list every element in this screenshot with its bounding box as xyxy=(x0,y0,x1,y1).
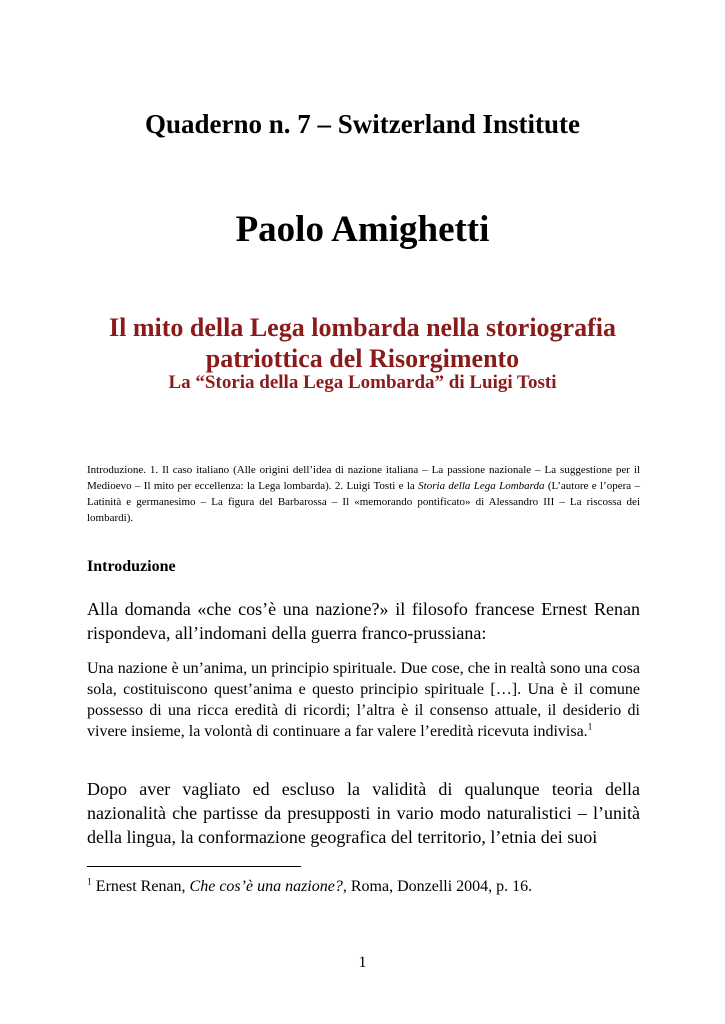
document-subtitle: La “Storia della Lega Lombarda” di Luigi Tosti xyxy=(168,372,557,393)
quote-text: Una nazione è un’anima, un principio spirituale. Due cose, che in realtà sono una cosa sola, costituiscono quest’anima e questo principio spirituale […]. Una è il comune possesso di una ricca eredità di ricordi; l’altra è il consenso attuale, il desiderio di vivere insieme, la volontà di continuare a far valere l’eredità ricevuta indivisa. xyxy=(87,660,640,740)
series-title: Quaderno n. 7 – Switzerland Institute xyxy=(144,109,581,139)
table-of-contents-summary xyxy=(87,462,640,526)
page-number: 1 xyxy=(358,954,367,971)
footnote xyxy=(87,877,640,897)
summary-text-part-2: (L’autore e l’opera – Latinità e germanesimo – La figura del Barbarossa – Il «memorando pontificato» di Alessandro III – La riscossa dei lombardi). xyxy=(87,480,640,524)
footnote-reference[interactable]: 1 xyxy=(587,721,593,733)
body-paragraph-1: Alla domanda «che cos’è una nazione?» il filosofo francese Ernest Renan rispondeva, all’indomani della guerra franco-prussiana: xyxy=(87,599,640,643)
footnote-italic-title: Che cos’è una nazione? xyxy=(189,878,343,895)
body-paragraph-2: Dopo aver vagliato ed escluso la validità di qualunque teoria della nazionalità che partisse da presupposti in vario modo naturalistici – l’unità della lingua, la conformazione geografica del territorio, l’etnia dei suoi xyxy=(87,779,640,847)
title-line-1: Il mito della Lega lombarda nella storiografia xyxy=(109,313,616,342)
footnote-number: 1 xyxy=(87,876,92,888)
author-name: Paolo Amighetti xyxy=(235,209,490,250)
block-quote xyxy=(87,658,640,742)
summary-text-part-1: Introduzione. 1. Il caso italiano (Alle origini dell’idea di nazione italiana – La passione nazionale – La suggestione per il Medioevo – Il mito per eccellenza: la Lega lombarda). 2. Luigi Tosti e la xyxy=(87,464,640,492)
footnote-text-part-2: , Roma, Donzelli 2004, p. 16. xyxy=(342,878,533,895)
summary-italic-title: Storia della Lega Lombarda xyxy=(418,480,545,492)
section-heading: Introduzione xyxy=(87,558,176,575)
document-title xyxy=(0,312,725,374)
title-line-2: patriottica del Risorgimento xyxy=(205,344,520,373)
footnote-text-part-1: Ernest Renan, xyxy=(91,878,190,895)
footnote-separator xyxy=(87,866,301,867)
